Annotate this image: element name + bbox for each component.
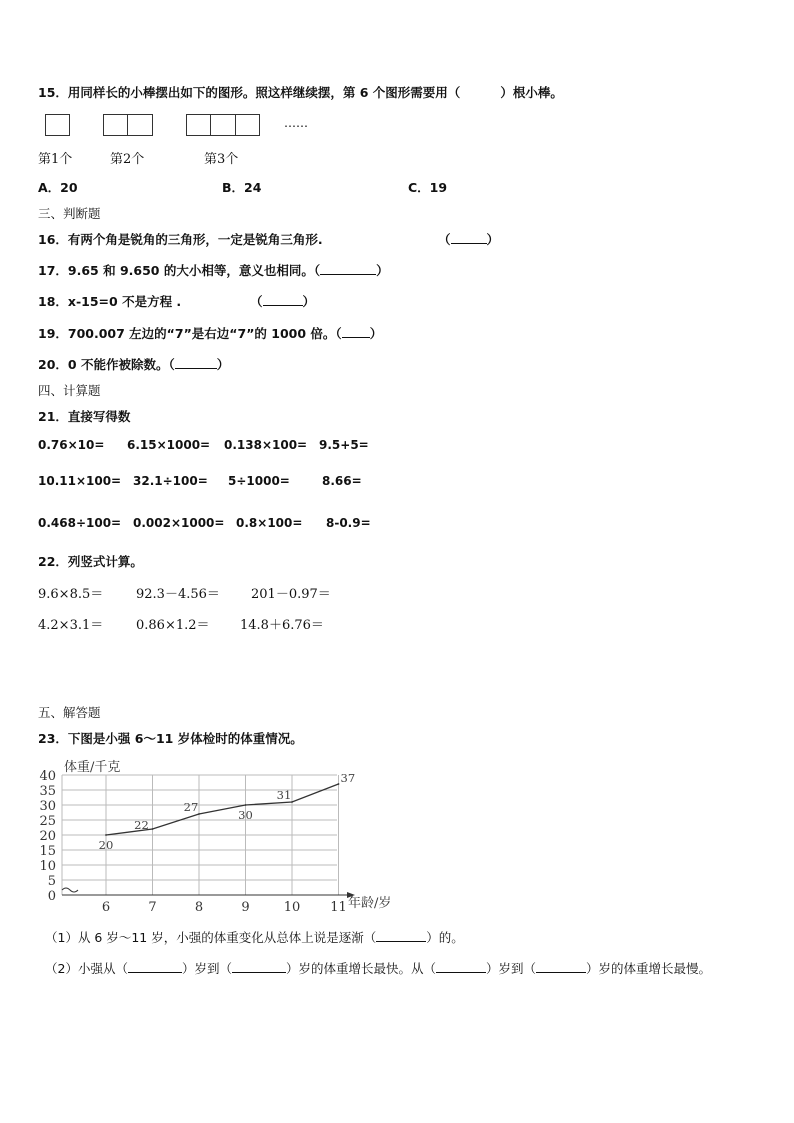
q21-title: 21．直接写得数: [38, 409, 131, 424]
q21-item: 32.1÷100=: [133, 474, 208, 488]
chart-data-label: 31: [276, 788, 292, 802]
q20-close-paren: ）: [216, 357, 230, 372]
chart-x-axis-label: 年龄/岁: [348, 896, 392, 911]
figure-label-2: 第2个: [110, 152, 145, 167]
weight-chart: [34, 755, 414, 915]
q23-sub1-after: ）的。: [426, 930, 464, 945]
chart-data-point: [105, 834, 107, 836]
q15-option-a[interactable]: A．20: [38, 180, 78, 195]
q19-text: 19．700.007 左边的“7”是右边“7”的 1000 倍。（: [38, 326, 342, 341]
q23-sub1: [45, 928, 464, 946]
chart-x-tick-label: 7: [148, 900, 157, 915]
q20-text: 20．0 不能作被除数。（: [38, 357, 175, 372]
chart-data-point: [291, 801, 293, 803]
q17: [38, 261, 389, 279]
q21-item: 0.468÷100=: [38, 516, 122, 530]
q16-answer[interactable]: [438, 230, 499, 248]
q21-item: 9.5+5=: [319, 438, 369, 452]
chart-y-tick-label: 5: [47, 874, 56, 889]
q15-text: [38, 83, 563, 101]
chart-data-labels: [99, 771, 355, 852]
q15-option-c[interactable]: C．19: [408, 180, 448, 195]
q22-item: 201－0.97＝: [251, 587, 331, 602]
q23-title: 23．下图是小强 6～11 岁体检时的体重情况。: [38, 731, 303, 746]
q21-item: 5÷1000=: [228, 474, 290, 488]
chart-y-tick-label: 35: [39, 784, 56, 799]
q21-item: 6.15×1000=: [127, 438, 211, 452]
q23-sub1-blank[interactable]: [376, 930, 426, 942]
q23-sub2: [45, 959, 711, 977]
q18-open-paren: （: [250, 294, 263, 309]
q15-text-before: 15．用同样长的小棒摆出如下的图形。照这样继续摆，第 6 个图形需要用（: [38, 85, 461, 100]
q16-blank[interactable]: [451, 232, 487, 244]
figure-label-3: 第3个: [204, 152, 239, 167]
figure-3-squares: [186, 114, 260, 136]
q19-close-paren: ）: [369, 326, 383, 341]
chart-data-label: 22: [134, 818, 149, 832]
chart-x-tick-label: 10: [283, 900, 301, 915]
chart-grid: [62, 775, 339, 895]
chart-x-tick-label: 8: [194, 900, 204, 915]
q16-open-paren: （: [438, 232, 451, 247]
figure-3-divider-a: [210, 114, 211, 136]
chart-axis-break: [62, 888, 78, 892]
q21-item: 10.11×100=: [38, 474, 122, 488]
q18-close-paren: ）: [302, 294, 316, 309]
chart-y-tick-label: 20: [39, 829, 56, 844]
q17-text: 17．9.65 和 9.650 的大小相等，意义也相同。（: [38, 263, 321, 278]
q22-title: 22．列竖式计算。: [38, 554, 143, 569]
q20-blank[interactable]: [175, 357, 217, 369]
figure-2-squares: [103, 114, 153, 136]
q23-sub2-part: （2）小强从（: [45, 961, 128, 976]
chart-y-tick-label: 25: [39, 814, 56, 829]
weight-chart-svg: [34, 755, 414, 915]
q23-sub2-blank[interactable]: [128, 961, 182, 973]
chart-y-tick-label: 30: [39, 799, 56, 814]
figure-ellipsis: ……: [284, 116, 308, 130]
chart-y-axis-label: 体重/千克: [64, 760, 121, 775]
q23-sub2-blank[interactable]: [436, 961, 486, 973]
q15-text-after: ）根小棒。: [500, 85, 563, 100]
chart-x-tick-label: 6: [101, 900, 111, 915]
q18-answer[interactable]: [250, 292, 315, 310]
q17-blank[interactable]: [320, 263, 376, 275]
chart-data-label: 37: [340, 771, 356, 785]
q18: [38, 292, 181, 310]
q23-sub2-part: ）岁的体重增长最慢。: [586, 961, 712, 976]
q19-blank[interactable]: [342, 326, 370, 338]
q20: [38, 355, 229, 373]
q22-item: 14.8＋6.76＝: [240, 618, 324, 633]
figure-1-square: [45, 114, 70, 136]
q16-close-paren: ）: [486, 232, 500, 247]
q23-sub2-part: ）岁到（: [486, 961, 537, 976]
chart-y-ticks: [39, 769, 56, 904]
figure-2-divider: [127, 114, 128, 136]
chart-data-point: [152, 828, 154, 830]
q19: [38, 324, 382, 342]
chart-data-label: 27: [183, 800, 199, 814]
q23-sub2-blank[interactable]: [536, 961, 586, 973]
q23-sub2-blank[interactable]: [232, 961, 286, 973]
q21-item: 0.8×100=: [236, 516, 303, 530]
chart-data-point: [245, 804, 247, 806]
chart-y-tick-label: 10: [39, 859, 56, 874]
q21-item: 0.138×100=: [224, 438, 308, 452]
section-4-heading: 四、计算题: [38, 383, 101, 398]
chart-data-point: [338, 783, 340, 785]
chart-x-ticks: [102, 900, 347, 915]
q18-blank[interactable]: [263, 294, 303, 306]
chart-x-tick-label: 11: [330, 900, 347, 915]
q18-text: 18．x-15=0 不是方程 .: [38, 294, 182, 309]
q21-item: 8.66=: [322, 474, 362, 488]
chart-y-tick-label: 40: [39, 769, 56, 784]
q23-sub1-before: （1）从 6 岁～11 岁，小强的体重变化从总体上说是逐渐（: [45, 930, 377, 945]
q21-item: 0.002×1000=: [133, 516, 225, 530]
q22-item: 4.2×3.1＝: [38, 618, 104, 633]
q15-option-b[interactable]: B．24: [222, 180, 262, 195]
q21-item: 8-0.9=: [326, 516, 371, 530]
q17-close-paren: ）: [376, 263, 389, 278]
section-5-heading: 五、解答题: [38, 705, 101, 720]
q23-sub2-part: ）岁的体重增长最快。从（: [285, 961, 436, 976]
chart-y-tick-label: 15: [39, 844, 56, 859]
q16-text: 16．有两个角是锐角的三角形，一定是锐角三角形.: [38, 232, 323, 247]
q22-item: 92.3－4.56＝: [136, 587, 220, 602]
q23-sub2-part: ）岁到（: [181, 961, 232, 976]
q16: [38, 230, 323, 248]
figure-label-1: 第1个: [38, 152, 73, 167]
chart-y-tick-label: 0: [47, 889, 56, 904]
q21-item: 0.76×10=: [38, 438, 105, 452]
section-3-heading: 三、判断题: [38, 206, 101, 221]
q22-item: 0.86×1.2＝: [136, 618, 210, 633]
figure-3-divider-b: [235, 114, 236, 136]
q22-item: 9.6×8.5＝: [38, 587, 104, 602]
chart-x-tick-label: 9: [241, 900, 250, 915]
chart-data-label: 20: [98, 838, 114, 852]
chart-data-label: 30: [238, 808, 253, 822]
chart-data-point: [198, 813, 200, 815]
